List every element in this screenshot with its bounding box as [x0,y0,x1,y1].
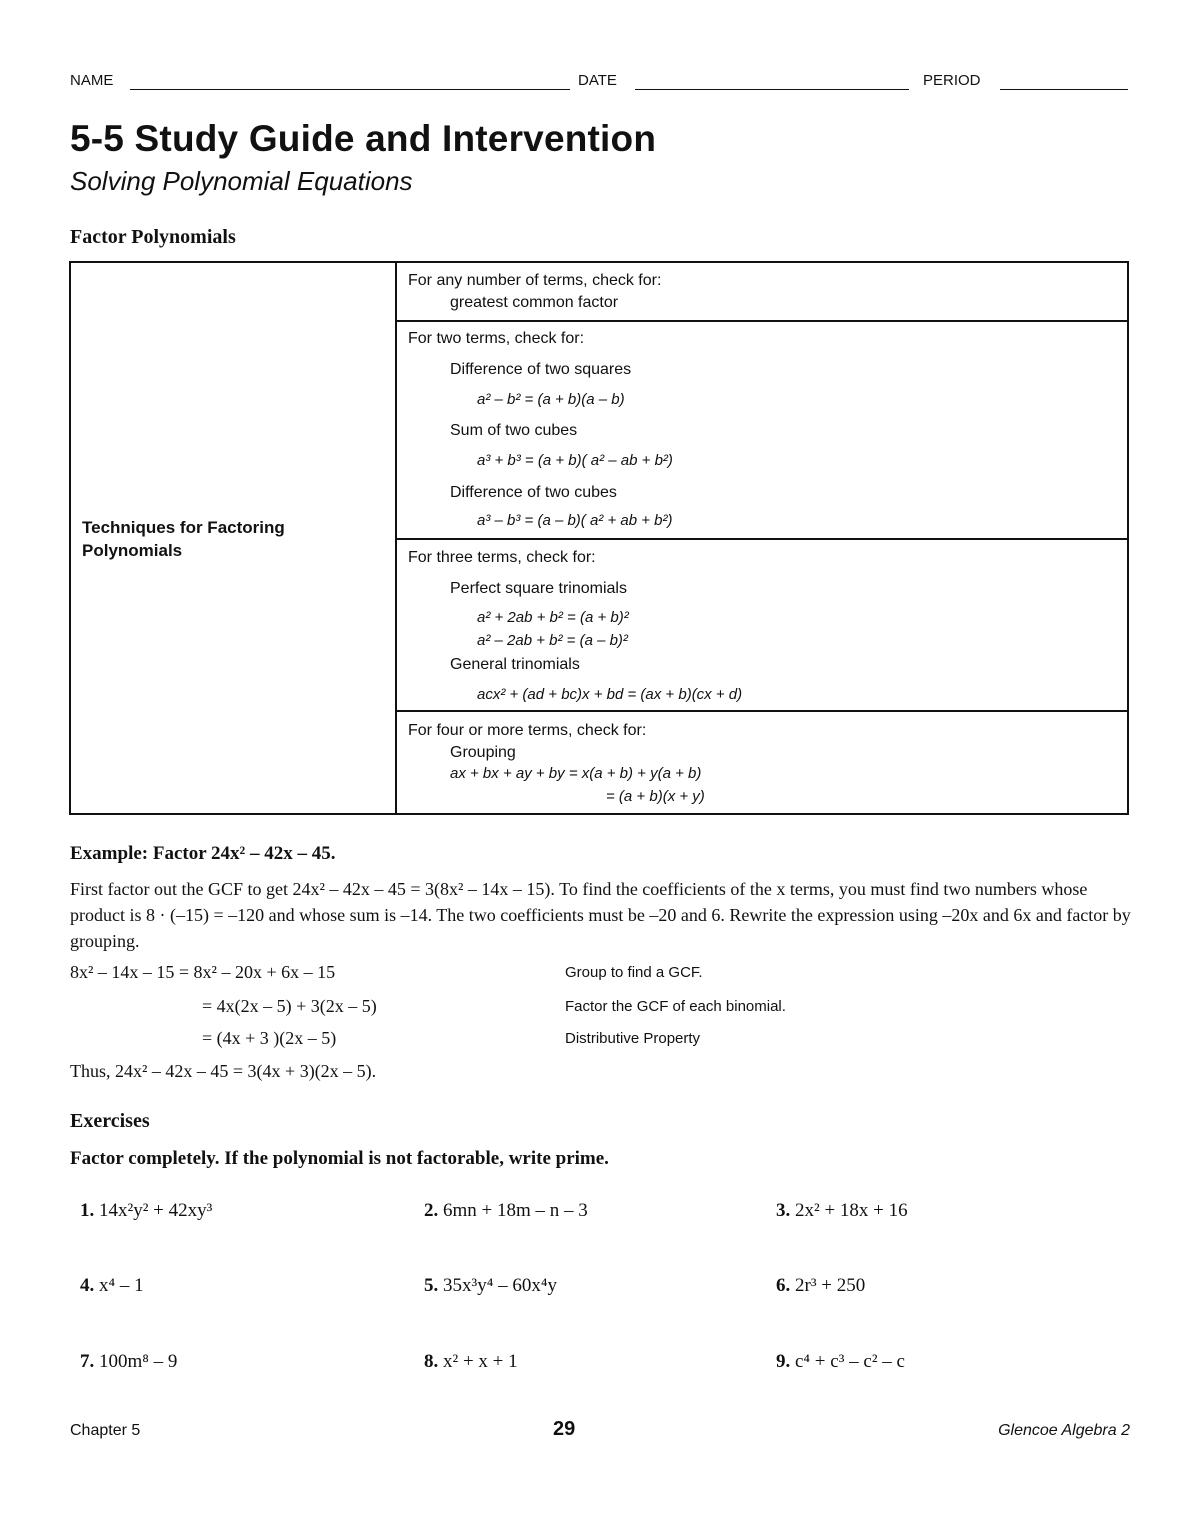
page-title: 5-5 Study Guide and Intervention [70,118,657,159]
table-row-divider [396,320,1129,322]
page-number: 29 [553,1418,576,1440]
perfect-square-label: Perfect square trinomials [450,580,627,597]
period-blank[interactable] [1000,89,1128,90]
example-step-1: 8x² – 14x – 15 = 8x² – 20x + 6x – 15 [70,962,336,982]
period-label: PERIOD [923,72,981,89]
exercise-item [80,1275,144,1297]
sum-cubes-label: Sum of two cubes [450,422,578,439]
diff-cubes-formula: a³ – b³ = (a – b)( a² + ab + b²) [477,512,673,529]
exercises-instructions: Factor completely. If the polynomial is not factorable, write prime. [70,1148,609,1169]
exercise-number: 3. [776,1200,791,1221]
exercise-number: 8. [424,1351,439,1372]
exercise-item [424,1200,588,1222]
exercises-heading: Exercises [70,1110,150,1132]
exercise-expression: c⁴ + c³ – c² – c [795,1351,905,1372]
example-heading: Example: Factor 24x² – 42x – 45. [70,843,336,864]
example-conclusion: Thus, 24x² – 42x – 45 = 3(4x + 3)(2x – 5). [70,1061,377,1081]
exercise-number: 9. [776,1351,791,1372]
diff-squares-formula: a² – b² = (a + b)(a – b) [477,391,625,408]
name-label: NAME [70,72,114,89]
grouping-formula-1: ax + bx + ay + by = x(a + b) + y(a + b) [450,765,702,782]
any-terms-intro: For any number of terms, check for: [408,272,662,289]
exercise-expression: 2x² + 18x + 16 [795,1200,908,1221]
exercise-number: 4. [80,1275,95,1296]
grouping-label: Grouping [450,744,516,761]
three-terms-intro: For three terms, check for: [408,549,596,566]
exercise-expression: x² + x + 1 [443,1351,518,1372]
general-trinomials-label: General trinomials [450,656,580,673]
exercise-expression: 14x²y² + 42xy³ [99,1200,213,1221]
table-row-divider [396,538,1129,540]
perfect-square-formula-2: a² – 2ab + b² = (a – b)² [477,632,628,649]
exercise-number: 5. [424,1275,439,1296]
exercise-number: 2. [424,1200,439,1221]
exercise-expression: 35x³y⁴ – 60x⁴y [443,1275,557,1296]
section-heading: Factor Polynomials [70,226,236,248]
sum-cubes-formula: a³ + b³ = (a + b)( a² – ab + b²) [477,452,673,469]
diff-cubes-label: Difference of two cubes [450,484,617,501]
exercise-expression: 100m⁸ – 9 [99,1351,178,1372]
example-step-2: = 4x(2x – 5) + 3(2x – 5) [202,996,377,1016]
exercise-item [776,1351,905,1373]
perfect-square-formula-1: a² + 2ab + b² = (a + b)² [477,609,629,626]
exercise-expression: 2r³ + 250 [795,1275,866,1296]
exercise-item [424,1275,557,1297]
diff-squares-label: Difference of two squares [450,361,632,378]
exercise-expression: x⁴ – 1 [99,1275,144,1296]
example-step-3: = (4x + 3 )(2x – 5) [202,1028,337,1048]
name-blank[interactable] [130,89,570,90]
exercise-number: 6. [776,1275,791,1296]
exercise-item [80,1200,212,1222]
two-terms-intro: For two terms, check for: [408,330,585,347]
date-label: DATE [578,72,617,89]
example-paragraph: First factor out the GCF to get 24x² – 42x – 45 = 3(8x² – 14x – 15). To find the coefficients of the x terms, you must find two numbers whose product is 8 · (–15) = –120 and whose sum is –14. The two coefficients must be –20 and 6. Rewrite the expression using –20x and 6x and factor by grouping. [70,879,1131,951]
example-step-3-note: Distributive Property [565,1030,701,1047]
exercise-item [776,1200,908,1222]
four-terms-intro: For four or more terms, check for: [408,722,647,739]
example-step-1-note: Group to find a GCF. [565,964,703,981]
table-left-label: Techniques for Factoring Polynomials [82,518,285,560]
page-subtitle: Solving Polynomial Equations [70,166,413,196]
exercise-expression: 6mn + 18m – n – 3 [443,1200,588,1221]
table-row-divider [396,710,1129,712]
grouping-formula-2: = (a + b)(x + y) [606,788,705,805]
exercise-number: 1. [80,1200,95,1221]
any-terms-item: greatest common factor [450,294,619,311]
date-blank[interactable] [635,89,909,90]
exercise-item [776,1275,865,1297]
general-trinomials-formula: acx² + (ad + bc)x + bd = (ax + b)(cx + d) [477,686,743,703]
footer-book: Glencoe Algebra 2 [998,1422,1130,1439]
footer-chapter: Chapter 5 [70,1422,141,1439]
exercise-number: 7. [80,1351,95,1372]
example-step-2-note: Factor the GCF of each binomial. [565,998,786,1015]
exercise-item [80,1351,177,1373]
exercise-item [424,1351,518,1373]
